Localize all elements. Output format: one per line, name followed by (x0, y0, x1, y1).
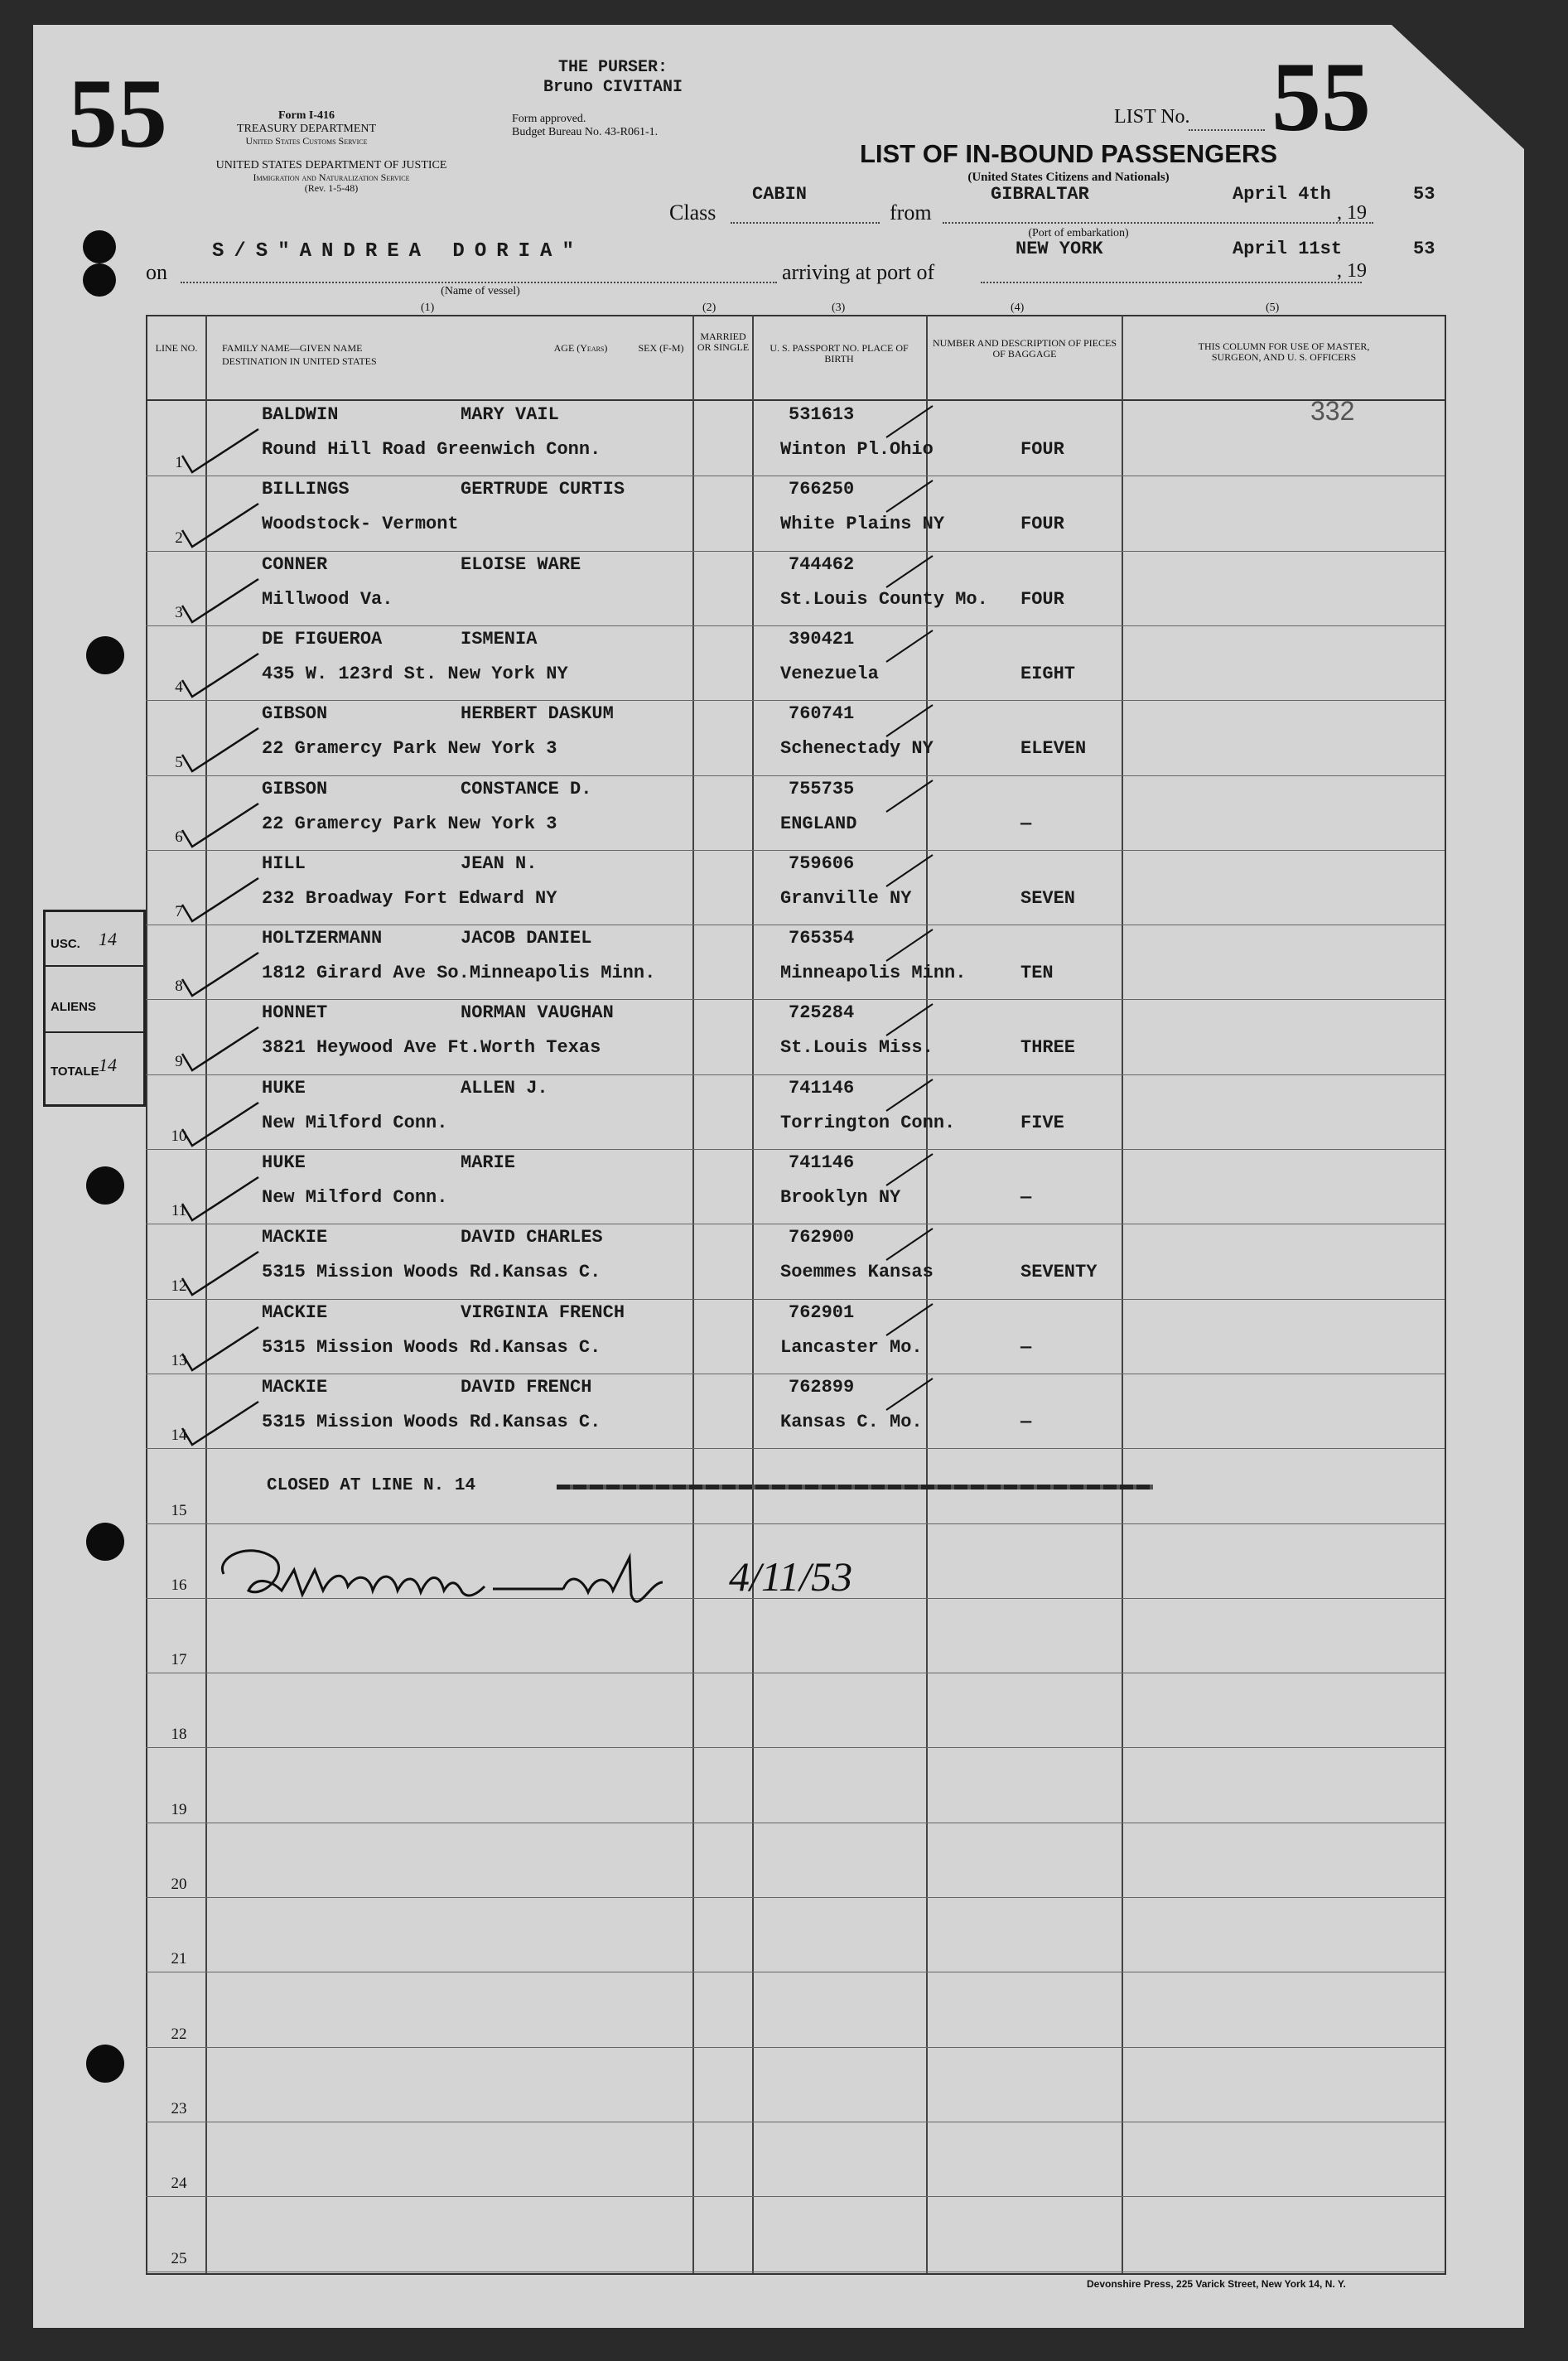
check-mark-icon (176, 572, 267, 630)
given-name: ELOISE WARE (461, 554, 581, 575)
destination: New Milford Conn. (262, 1113, 448, 1133)
form-department-block (182, 109, 431, 147)
baggage-count: TEN (1020, 963, 1054, 983)
line-number: 11 (171, 1202, 187, 1219)
given-name: ISMENIA (461, 629, 538, 649)
line-number: 24 (171, 2175, 187, 2192)
row-divider (146, 1149, 1445, 1150)
family-name: MACKIE (262, 1302, 328, 1323)
col-header-age: AGE (Years) (553, 342, 608, 354)
destination: 5315 Mission Woods Rd.Kansas C. (262, 1337, 601, 1358)
baggage-count: ELEVEN (1020, 738, 1087, 759)
purser-stamp (505, 58, 721, 98)
row-divider (146, 999, 1445, 1000)
place-of-birth: St.Louis County Mo. (780, 589, 988, 610)
form-approval (512, 113, 727, 139)
col-header-line-no: LINE NO. (155, 342, 198, 354)
line-number: 8 (175, 978, 183, 995)
place-of-birth: Torrington Conn. (780, 1113, 956, 1133)
destination: 435 W. 123rd St. New York NY (262, 664, 568, 684)
closing-strike-line (557, 1485, 1153, 1490)
family-name: MACKIE (262, 1377, 328, 1398)
passport-number: 762899 (789, 1377, 855, 1398)
check-mark-icon (176, 871, 267, 929)
line-number: 23 (171, 2100, 187, 2117)
given-name: JACOB DANIEL (461, 928, 592, 949)
class-label: Class (669, 200, 716, 225)
col-header-married: MARRIED OR SINGLE (697, 331, 750, 353)
place-of-birth: Winton Pl.Ohio (780, 439, 934, 460)
tick-mark-icon (883, 850, 941, 891)
destination: 232 Broadway Fort Edward NY (262, 888, 557, 909)
passport-number: 760741 (789, 703, 855, 724)
line-number: 4 (175, 678, 183, 696)
stamp-total-value: 14 (99, 1055, 117, 1075)
line-number: 3 (175, 604, 183, 621)
given-name: JEAN N. (461, 853, 538, 874)
place-of-birth: Soemmes Kansas (780, 1262, 934, 1282)
check-mark-icon (176, 647, 267, 705)
check-mark-icon (176, 797, 267, 855)
stamp-usc-value: 14 (99, 929, 117, 949)
line-number: 9 (175, 1053, 183, 1070)
row-divider (146, 2196, 1445, 2197)
line-number: 5 (175, 754, 183, 771)
baggage-count: — (1020, 1412, 1032, 1432)
list-number-right: 55 (1271, 41, 1371, 152)
place-of-birth: Schenectady NY (780, 738, 934, 759)
col-divider (752, 315, 754, 2273)
check-mark-icon (176, 1096, 267, 1154)
arriving-label: arriving at port of (782, 260, 935, 284)
destination: 1812 Girard Ave So.Minneapolis Minn. (262, 963, 656, 983)
vessel-label: (Name of vessel) (441, 285, 520, 297)
given-name: VIRGINIA FRENCH (461, 1302, 625, 1323)
tick-mark-icon (883, 700, 941, 741)
passport-number: 755735 (789, 779, 855, 799)
arrival-line (981, 282, 1362, 283)
destination: New Milford Conn. (262, 1187, 448, 1208)
punch-hole (83, 263, 116, 297)
col-header-passport: U. S. PASSPORT NO. PLACE OF BIRTH (770, 342, 909, 365)
form-number: Form I-416 (277, 109, 335, 122)
col-header-baggage: NUMBER AND DESCRIPTION OF PIECES OF BAGGAGE (932, 337, 1117, 360)
place-of-birth: White Plains NY (780, 514, 945, 534)
form-budget: Budget Bureau No. 43-R061-1. (512, 126, 659, 138)
tick-mark-icon (883, 401, 941, 442)
check-mark-icon (176, 1245, 267, 1303)
punch-hole (86, 1166, 124, 1205)
line-number: 6 (175, 828, 183, 846)
family-name: BILLINGS (262, 479, 350, 500)
list-no-line (1189, 129, 1265, 131)
destination: 22 Gramercy Park New York 3 (262, 814, 557, 834)
place-of-birth: St.Louis Miss. (780, 1037, 934, 1058)
col-header-officers: THIS COLUMN FOR USE OF MASTER, SURGEON, AND U. S. OFFICERS (1198, 340, 1370, 363)
form-justice: UNITED STATES DEPARTMENT OF JUSTICE (215, 159, 447, 171)
stamp-total-label: TOTALE (51, 1065, 99, 1079)
line-number: 12 (171, 1277, 187, 1295)
row-divider (146, 775, 1445, 776)
given-name: CONSTANCE D. (461, 779, 592, 799)
vessel-line (181, 282, 777, 283)
family-name: GIBSON (262, 779, 328, 799)
arrive-date: April 11st (1233, 239, 1343, 259)
depart-year: 53 (1413, 184, 1435, 205)
punch-hole (83, 230, 116, 263)
family-name: GIBSON (262, 703, 328, 724)
depart-date: April 4th (1233, 184, 1331, 205)
form-approved: Form approved. (512, 113, 586, 125)
family-name: MACKIE (262, 1227, 328, 1248)
col-num-4: (4) (1011, 302, 1025, 314)
line-number: 2 (175, 529, 183, 547)
form-dept: TREASURY DEPARTMENT (236, 123, 377, 135)
given-name: ALLEN J. (461, 1078, 548, 1098)
baggage-count: SEVENTY (1020, 1262, 1098, 1282)
list-number-corner: 55 (68, 58, 167, 168)
family-name: CONNER (262, 554, 328, 575)
given-name: GERTRUDE CURTIS (461, 479, 625, 500)
given-name: DAVID CHARLES (461, 1227, 603, 1248)
baggage-count: EIGHT (1020, 664, 1076, 684)
given-name: DAVID FRENCH (461, 1377, 592, 1398)
punch-hole (86, 1523, 124, 1561)
tick-mark-icon (883, 551, 941, 592)
row-divider (146, 1448, 1445, 1449)
passport-number: 725284 (789, 1002, 855, 1023)
form-immigration: Immigration and Naturalization Service (253, 171, 410, 183)
family-name: DE FIGUEROA (262, 629, 383, 649)
line-number: 22 (171, 2025, 187, 2043)
place-of-birth: ENGLAND (780, 814, 857, 834)
passport-number: 765354 (789, 928, 855, 949)
tick-mark-icon (883, 999, 941, 1040)
destination: 3821 Heywood Ave Ft.Worth Texas (262, 1037, 601, 1058)
check-mark-icon (176, 946, 267, 1004)
line-number: 16 (171, 1576, 187, 1594)
row-divider (146, 1074, 1445, 1075)
place-of-birth: Kansas C. Mo. (780, 1412, 923, 1432)
tick-mark-icon (883, 1149, 941, 1190)
baggage-count: — (1020, 814, 1032, 834)
row-divider (146, 625, 1445, 626)
col-num-3: (3) (832, 302, 846, 314)
passport-number: 762901 (789, 1302, 855, 1323)
family-name: HUKE (262, 1152, 306, 1173)
arrive-year-prefix: , 19 (1337, 260, 1367, 282)
purser-line1: THE PURSER: (557, 58, 668, 77)
list-no-label: LIST No. (1114, 106, 1190, 128)
tick-mark-icon (883, 1074, 941, 1116)
destination: Millwood Va. (262, 589, 393, 610)
from-label: from (890, 200, 932, 225)
vessel-name: S/S"ANDREA DORIA" (212, 240, 584, 263)
line-number: 19 (171, 1801, 187, 1818)
line-number: 17 (171, 1651, 187, 1668)
col-divider (692, 315, 694, 2273)
from-value: GIBRALTAR (991, 184, 1089, 205)
baggage-count: — (1020, 1187, 1032, 1208)
port-embark-label: (Port of embarkation) (1028, 227, 1129, 239)
destination: Woodstock- Vermont (262, 514, 459, 534)
passport-number: 531613 (789, 404, 855, 425)
family-name: HOLTZERMANN (262, 928, 383, 949)
family-name: HUKE (262, 1078, 306, 1098)
punch-hole (86, 636, 124, 674)
officer-note: 332 (1310, 396, 1355, 426)
line-number: 14 (171, 1427, 187, 1444)
baggage-count: FOUR (1020, 514, 1064, 534)
passport-number: 741146 (789, 1078, 855, 1098)
arrival-port: NEW YORK (1016, 239, 1103, 259)
family-name: HONNET (262, 1002, 328, 1023)
place-of-birth: Minneapolis Minn. (780, 963, 967, 983)
line-number: 18 (171, 1726, 187, 1743)
tick-mark-icon (883, 625, 941, 667)
destination: 5315 Mission Woods Rd.Kansas C. (262, 1262, 601, 1282)
arrive-year: 53 (1413, 239, 1435, 259)
check-mark-icon (176, 1395, 267, 1453)
page-subtitle: (United States Citizens and Nationals) (967, 171, 1170, 184)
check-mark-icon (176, 1171, 267, 1229)
line-number: 1 (175, 454, 183, 471)
header-divider (146, 399, 1445, 401)
passport-number: 390421 (789, 629, 855, 649)
baggage-count: SEVEN (1020, 888, 1076, 909)
line-number: 21 (171, 1950, 187, 1968)
passport-number: 741146 (789, 1152, 855, 1173)
line-number: 20 (171, 1876, 187, 1893)
col-header-destination: DESTINATION IN UNITED STATES (222, 355, 377, 367)
destination: 5315 Mission Woods Rd.Kansas C. (262, 1412, 601, 1432)
on-label: on (146, 260, 167, 284)
row-divider (146, 700, 1445, 701)
check-mark-icon (176, 722, 267, 780)
line-number: 10 (171, 1127, 187, 1145)
line-number: 7 (175, 903, 183, 920)
row-divider (146, 1897, 1445, 1898)
baggage-count: — (1020, 1337, 1032, 1358)
place-of-birth: Venezuela (780, 664, 879, 684)
tick-mark-icon (883, 775, 941, 817)
check-mark-icon (176, 422, 267, 480)
signature-date: 4/11/53 (729, 1553, 853, 1600)
given-name: HERBERT DASKUM (461, 703, 614, 724)
class-value: CABIN (752, 184, 808, 205)
check-mark-icon (176, 1021, 267, 1079)
row-divider (146, 850, 1445, 851)
form-service: United States Customs Service (245, 135, 368, 147)
given-name: NORMAN VAUGHAN (461, 1002, 614, 1023)
given-name: MARY VAIL (461, 404, 559, 425)
baggage-count: FOUR (1020, 439, 1064, 460)
passport-number: 762900 (789, 1227, 855, 1248)
check-mark-icon (176, 497, 267, 555)
punch-hole (86, 2045, 124, 2083)
line-number: 13 (171, 1352, 187, 1369)
tick-mark-icon (883, 1299, 941, 1340)
col-num-1: (1) (421, 302, 435, 314)
family-name: BALDWIN (262, 404, 339, 425)
baggage-count: THREE (1020, 1037, 1076, 1058)
baggage-count: FOUR (1020, 589, 1064, 610)
closed-text: CLOSED AT LINE N. 14 (267, 1476, 476, 1495)
row-divider (146, 551, 1445, 552)
tick-mark-icon (883, 476, 941, 517)
tick-mark-icon (883, 1374, 941, 1415)
tick-mark-icon (883, 925, 941, 966)
passport-number: 744462 (789, 554, 855, 575)
stamp-usc-label: USC. (51, 937, 80, 951)
class-line (731, 222, 880, 224)
destination: Round Hill Road Greenwich Conn. (262, 439, 601, 460)
from-line (943, 222, 1373, 224)
col-divider (1122, 315, 1123, 2273)
form-justice-block (141, 159, 522, 194)
check-mark-icon (176, 1321, 267, 1378)
row-divider (146, 1747, 1445, 1748)
line-number: 25 (171, 2250, 187, 2267)
depart-year-prefix: , 19 (1337, 202, 1367, 224)
purser-line2: Bruno CIVITANI (543, 78, 683, 97)
passport-number: 759606 (789, 853, 855, 874)
passport-number: 766250 (789, 479, 855, 500)
row-divider (146, 2047, 1445, 2048)
line-number: 15 (171, 1502, 187, 1519)
tally-stamp (43, 910, 146, 1107)
destination: 22 Gramercy Park New York 3 (262, 738, 557, 759)
col-num-2: (2) (702, 302, 716, 314)
col-num-5: (5) (1266, 302, 1280, 314)
place-of-birth: Lancaster Mo. (780, 1337, 923, 1358)
officer-signature (199, 1524, 928, 1615)
form-rev: (Rev. 1-5-48) (304, 182, 359, 194)
given-name: MARIE (461, 1152, 516, 1173)
page-title: LIST OF IN-BOUND PASSENGERS (859, 139, 1278, 168)
stamp-aliens-label: ALIENS (51, 1000, 97, 1014)
tick-mark-icon (883, 1224, 941, 1265)
family-name: HILL (262, 853, 306, 874)
printer-credit: Devonshire Press, 225 Varick Street, New York 14, N. Y. (1087, 2278, 1346, 2290)
col-header-name: FAMILY NAME—GIVEN NAME (222, 342, 363, 354)
col-header-sex: SEX (F-M) (638, 342, 684, 354)
row-divider (146, 1299, 1445, 1300)
place-of-birth: Granville NY (780, 888, 912, 909)
place-of-birth: Brooklyn NY (780, 1187, 901, 1208)
baggage-count: FIVE (1020, 1113, 1064, 1133)
